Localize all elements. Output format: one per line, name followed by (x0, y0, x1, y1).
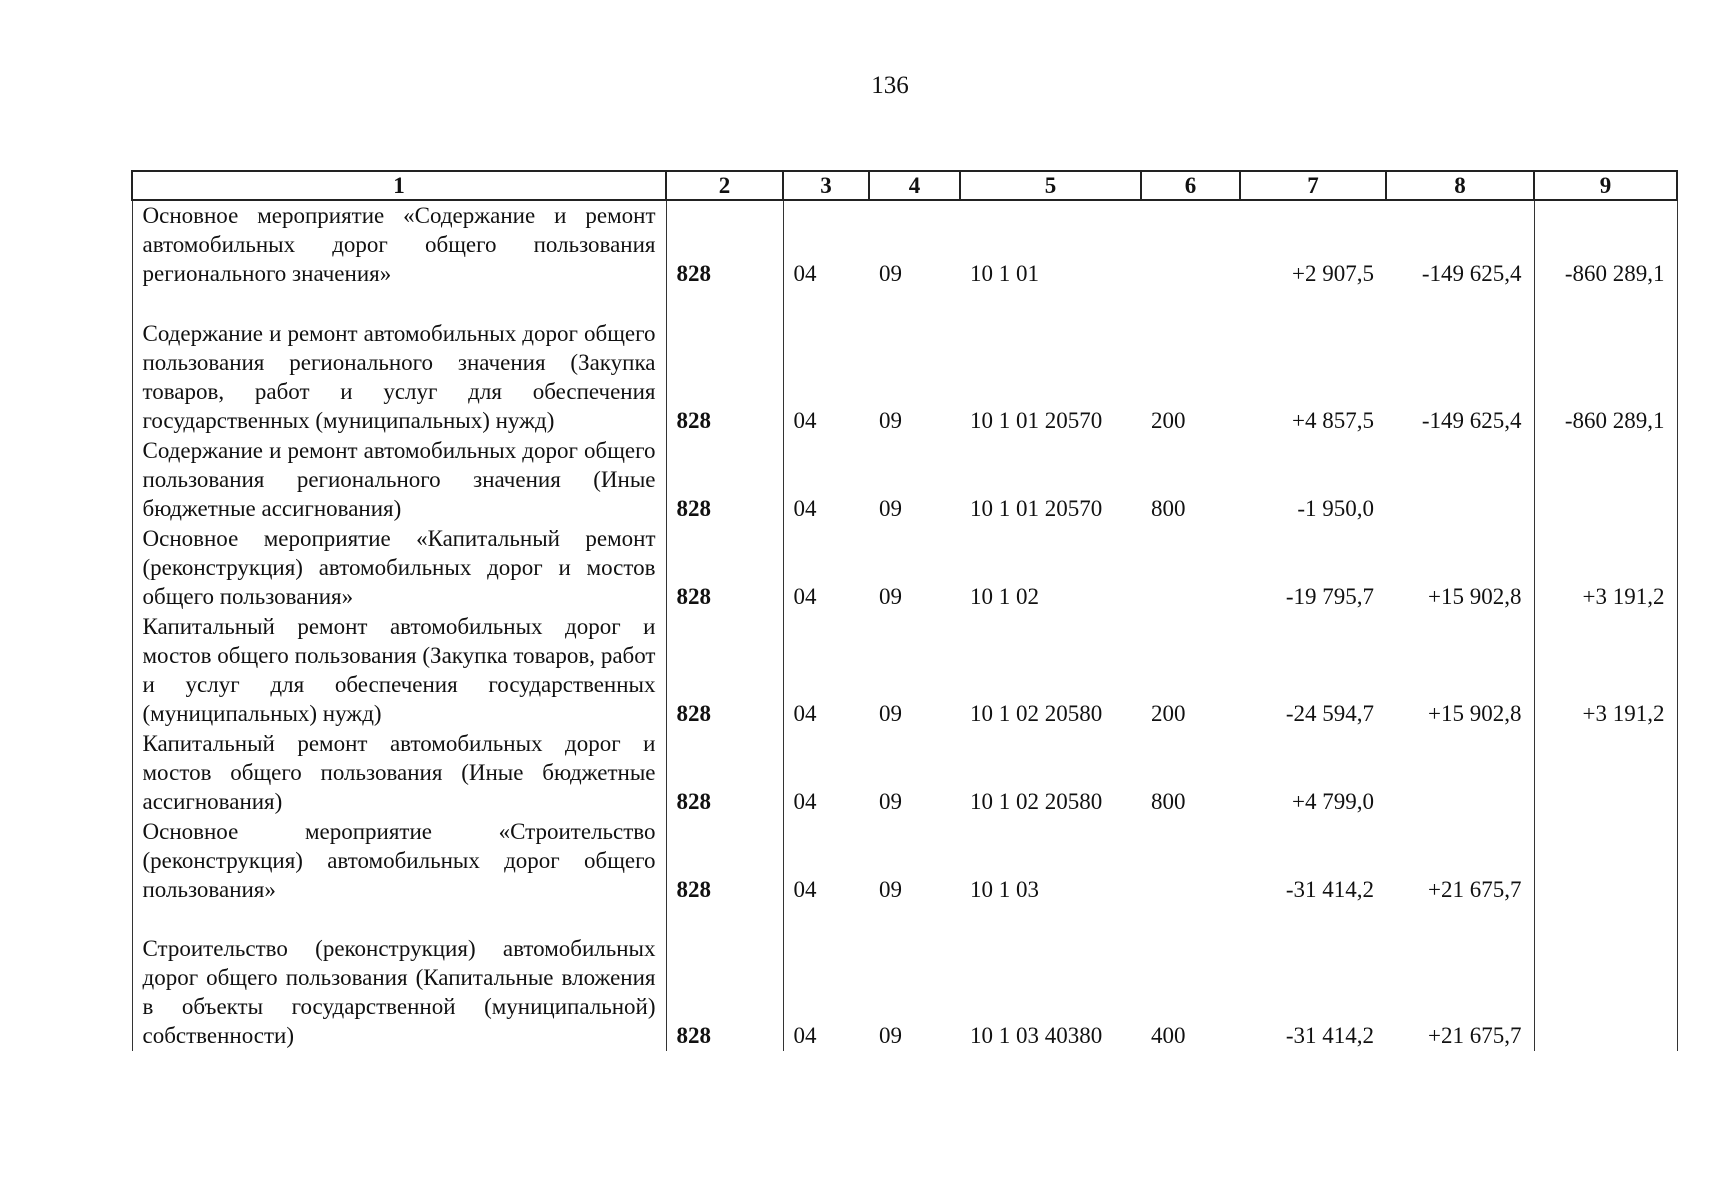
cell-value: 09 (879, 701, 902, 727)
cell-col-5 (960, 817, 1141, 905)
cell-col-3 (783, 524, 869, 612)
cell-value: 09 (879, 789, 902, 815)
cell-col-4 (869, 817, 960, 905)
cell-col-6 (1141, 729, 1240, 817)
cell-col-3 (783, 729, 869, 817)
cell-col-9 (1534, 436, 1677, 524)
cell-col-5 (960, 436, 1141, 524)
cell-value: 828 (676, 408, 711, 434)
cell-value: 04 (793, 408, 817, 434)
header-col-6: 6 (1141, 171, 1240, 200)
cell-col-5 (960, 524, 1141, 612)
table-row (132, 729, 1677, 817)
cell-col-3 (783, 905, 869, 1051)
cell-col-2 (666, 729, 783, 817)
cell-col-6 (1141, 200, 1240, 289)
cell-value: +3 191,2 (1582, 584, 1665, 610)
header-col-7: 7 (1240, 171, 1386, 200)
cell-value: +21 675,7 (1428, 877, 1522, 903)
cell-value: -1 950,0 (1297, 496, 1374, 522)
cell-value: 10 1 02 20580 (970, 789, 1103, 815)
cell-value: 200 (1151, 408, 1186, 434)
table-row (132, 817, 1677, 905)
cell-value: +21 675,7 (1428, 1023, 1522, 1049)
cell-value: +3 191,2 (1582, 701, 1665, 727)
table-row (132, 524, 1677, 612)
cell-col-7 (1240, 729, 1386, 817)
cell-value: 09 (879, 877, 902, 903)
row-description (132, 729, 666, 817)
cell-value: 10 1 03 (970, 877, 1039, 903)
cell-col-8 (1386, 905, 1534, 1051)
cell-col-9 (1534, 524, 1677, 612)
description-text: Капитальный ремонт автомобильных дорог и мостов общего пользования (Иные бюджетные ассигнования) (142, 731, 656, 815)
cell-value: 04 (793, 1023, 817, 1049)
cell-col-4 (869, 612, 960, 729)
cell-value: 10 1 01 20570 (970, 496, 1103, 522)
cell-value: +2 907,5 (1292, 261, 1374, 287)
cell-value: 10 1 01 (970, 261, 1039, 287)
cell-value: 828 (676, 584, 711, 610)
header-col-9: 9 (1534, 171, 1677, 200)
cell-col-4 (869, 289, 960, 436)
cell-value: +15 902,8 (1428, 584, 1522, 610)
table-header-row (132, 171, 1677, 200)
cell-col-8 (1386, 612, 1534, 729)
cell-col-2 (666, 436, 783, 524)
row-description (132, 436, 666, 524)
cell-value: -24 594,7 (1285, 701, 1374, 727)
cell-value: -31 414,2 (1285, 877, 1374, 903)
cell-col-7 (1240, 524, 1386, 612)
header-col-3: 3 (783, 171, 869, 200)
cell-value: -860 289,1 (1564, 408, 1665, 434)
row-description (132, 905, 666, 1051)
cell-value: -19 795,7 (1285, 584, 1374, 610)
description-text: Капитальный ремонт автомобильных дорог и мостов общего пользования (Закупка товаров, работ и услуг для обеспечения государственных (муниципальных) нужд) (142, 613, 656, 727)
cell-value: 828 (676, 789, 711, 815)
cell-col-9 (1534, 905, 1677, 1051)
row-description (132, 524, 666, 612)
cell-col-6 (1141, 436, 1240, 524)
table-row (132, 436, 1677, 524)
cell-col-8 (1386, 524, 1534, 612)
cell-col-7 (1240, 612, 1386, 729)
description-text: Основное мероприятие «Строительство (реконструкция) автомобильных дорог общего пользования» (142, 819, 656, 903)
cell-col-5 (960, 612, 1141, 729)
cell-value: +4 799,0 (1292, 789, 1374, 815)
cell-col-9 (1534, 729, 1677, 817)
cell-col-5 (960, 905, 1141, 1051)
cell-col-4 (869, 905, 960, 1051)
cell-col-8 (1386, 289, 1534, 436)
cell-value: 10 1 02 (970, 584, 1039, 610)
cell-col-2 (666, 612, 783, 729)
description-text: Основное мероприятие «Содержание и ремонт автомобильных дорог общего пользования регионального значения» (142, 203, 656, 287)
cell-value: 09 (879, 496, 902, 522)
description-text: Строительство (реконструкция) автомобильных дорог общего пользования (Капитальные вложения в объекты государственной (муниципальной) собственности) (142, 935, 656, 1049)
cell-col-6 (1141, 612, 1240, 729)
cell-value: 10 1 02 20580 (970, 701, 1103, 727)
cell-value: -860 289,1 (1564, 261, 1665, 287)
description-text: Содержание и ремонт автомобильных дорог общего пользования регионального значения (Иные бюджетные ассигнования) (142, 438, 656, 522)
cell-col-7 (1240, 436, 1386, 524)
cell-value: +15 902,8 (1428, 701, 1522, 727)
page-number: 136 (871, 72, 909, 99)
cell-col-2 (666, 524, 783, 612)
cell-value: 09 (879, 408, 902, 434)
cell-col-6 (1141, 817, 1240, 905)
budget-table (131, 170, 1678, 1051)
cell-value: 828 (676, 261, 711, 287)
cell-col-7 (1240, 817, 1386, 905)
cell-col-2 (666, 905, 783, 1051)
cell-value: 04 (793, 789, 817, 815)
cell-col-6 (1141, 289, 1240, 436)
header-col-4: 4 (869, 171, 960, 200)
cell-col-3 (783, 436, 869, 524)
table-row (132, 200, 1677, 289)
table-row (132, 905, 1677, 1051)
description-text: Основное мероприятие «Капитальный ремонт (реконструкция) автомобильных дорог и мостов общего пользования» (142, 526, 656, 610)
cell-value: 04 (793, 877, 817, 903)
cell-col-7 (1240, 200, 1386, 289)
row-description (132, 200, 666, 289)
cell-value: 10 1 03 40380 (970, 1023, 1103, 1049)
cell-col-7 (1240, 905, 1386, 1051)
cell-value: 200 (1151, 701, 1186, 727)
table-row (132, 612, 1677, 729)
header-col-1: 1 (132, 171, 666, 200)
cell-value: 09 (879, 261, 902, 287)
cell-col-8 (1386, 200, 1534, 289)
cell-col-4 (869, 436, 960, 524)
cell-value: 04 (793, 496, 817, 522)
row-description (132, 289, 666, 436)
cell-col-7 (1240, 289, 1386, 436)
cell-value: -149 625,4 (1421, 408, 1522, 434)
cell-col-2 (666, 200, 783, 289)
cell-col-2 (666, 817, 783, 905)
description-text: Содержание и ремонт автомобильных дорог общего пользования регионального значения (Закупка товаров, работ и услуг для обеспечения государственных (муниципальных) нужд) (142, 320, 656, 434)
cell-col-3 (783, 200, 869, 289)
cell-col-3 (783, 289, 869, 436)
cell-value: 04 (793, 261, 817, 287)
cell-col-4 (869, 200, 960, 289)
cell-col-8 (1386, 817, 1534, 905)
cell-value: 10 1 01 20570 (970, 408, 1103, 434)
cell-value: -149 625,4 (1421, 261, 1522, 287)
cell-value: 09 (879, 1023, 902, 1049)
cell-col-8 (1386, 729, 1534, 817)
cell-value: 04 (793, 584, 817, 610)
cell-value: 800 (1151, 496, 1186, 522)
header-col-2: 2 (666, 171, 783, 200)
cell-col-5 (960, 200, 1141, 289)
header-col-5: 5 (960, 171, 1141, 200)
row-description (132, 817, 666, 905)
cell-col-9 (1534, 289, 1677, 436)
cell-col-5 (960, 289, 1141, 436)
cell-col-4 (869, 524, 960, 612)
cell-value: 828 (676, 877, 711, 903)
cell-col-9 (1534, 200, 1677, 289)
cell-value: 04 (793, 701, 817, 727)
cell-col-8 (1386, 436, 1534, 524)
cell-col-9 (1534, 612, 1677, 729)
cell-value: 800 (1151, 789, 1186, 815)
cell-col-2 (666, 289, 783, 436)
cell-col-3 (783, 817, 869, 905)
cell-col-3 (783, 612, 869, 729)
cell-value: -31 414,2 (1285, 1023, 1374, 1049)
row-description (132, 612, 666, 729)
table-row (132, 289, 1677, 436)
cell-col-6 (1141, 524, 1240, 612)
cell-col-9 (1534, 817, 1677, 905)
table-body (132, 200, 1677, 1051)
cell-value: 400 (1151, 1023, 1186, 1049)
cell-value: +4 857,5 (1292, 408, 1374, 434)
cell-col-5 (960, 729, 1141, 817)
cell-value: 828 (676, 701, 711, 727)
cell-value: 828 (676, 496, 711, 522)
cell-value: 09 (879, 584, 902, 610)
cell-value: 828 (676, 1023, 711, 1049)
header-col-8: 8 (1386, 171, 1534, 200)
cell-col-4 (869, 729, 960, 817)
cell-col-6 (1141, 905, 1240, 1051)
